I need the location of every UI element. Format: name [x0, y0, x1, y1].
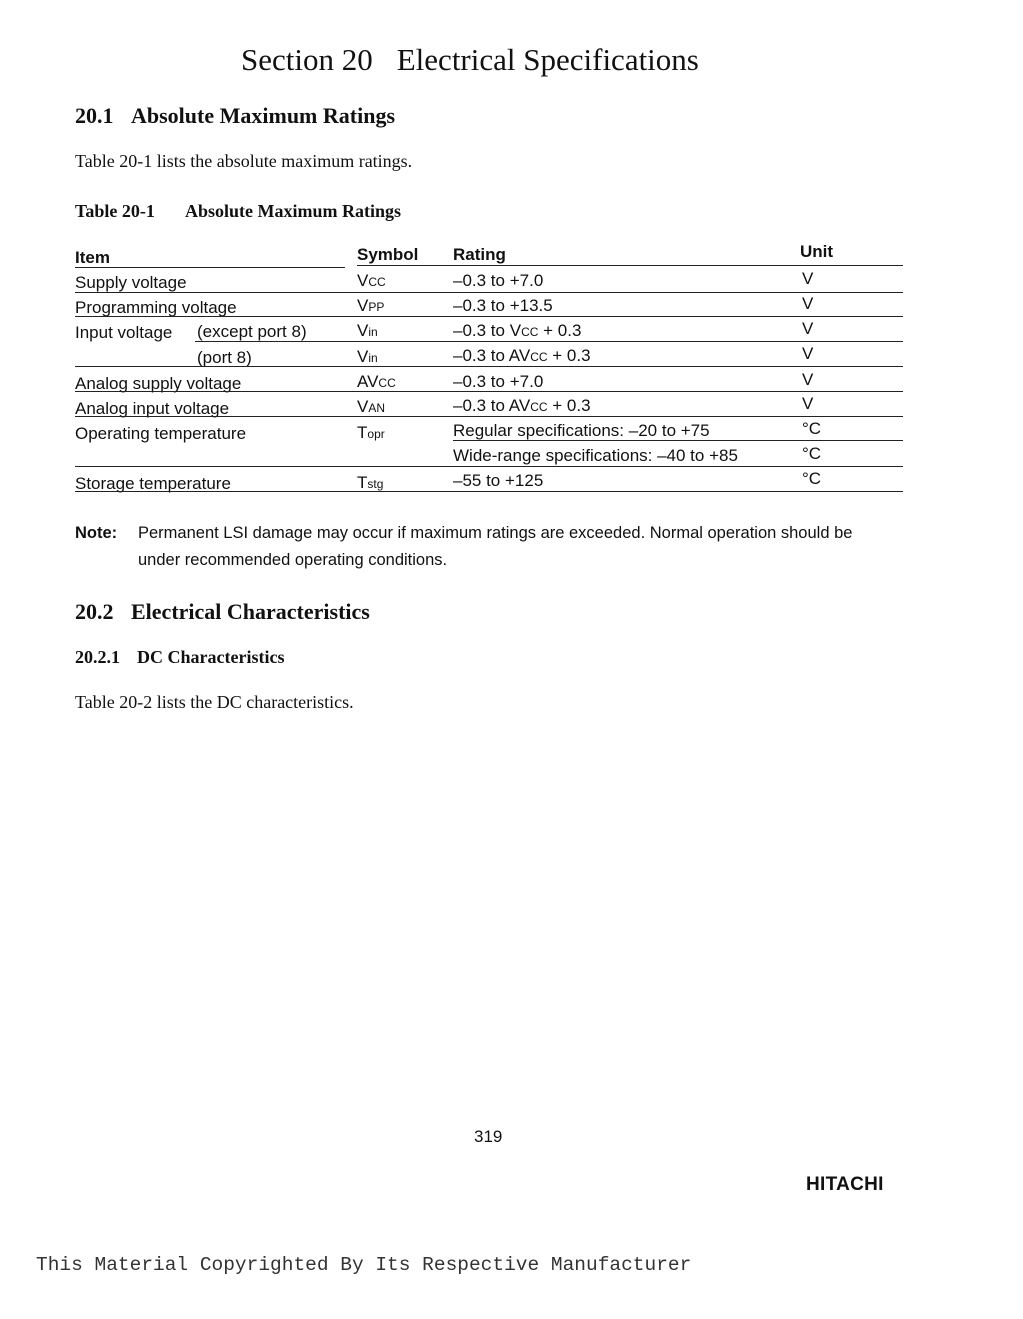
row-item: Analog supply voltage: [75, 374, 242, 393]
row-symbol: VCC: [357, 271, 386, 290]
row-unit: V: [802, 294, 814, 313]
row-unit: V: [802, 370, 814, 389]
row-symbol: VPP: [357, 296, 385, 315]
row-symbol: Tstg: [357, 473, 384, 492]
row-item: Programming voltage: [75, 298, 237, 317]
header-rule: [75, 267, 345, 268]
row-rating: –0.3 to +7.0: [453, 372, 544, 391]
row-unit: °C: [802, 469, 822, 488]
row-unit: V: [802, 394, 814, 413]
intro-20-2-1: Table 20-2 lists the DC characteristics.: [75, 692, 354, 712]
heading-number: 20.2: [75, 599, 114, 624]
heading-text: Electrical Characteristics: [131, 599, 370, 624]
row-rule: [75, 292, 903, 293]
row-rule: [75, 466, 903, 467]
row-symbol: Vin: [357, 321, 378, 340]
row-rule: [75, 316, 903, 317]
row-rating: Wide-range specifications: –40 to +85: [453, 446, 738, 465]
section-number: Section 20: [241, 42, 373, 77]
heading-20-2: [75, 599, 370, 625]
heading-text: Absolute Maximum Ratings: [131, 103, 396, 128]
note: [75, 520, 898, 574]
row-item: Supply voltage: [75, 273, 187, 292]
row-rule: [75, 391, 903, 392]
heading-20-2-1: [75, 647, 284, 668]
table-bottom-rule: [75, 491, 903, 492]
heading-number: 20.1: [75, 103, 114, 128]
row-rating: –0.3 to +13.5: [453, 296, 553, 315]
row-rule: [75, 416, 903, 417]
row-item: Storage temperature: [75, 474, 231, 493]
row-unit: V: [802, 269, 814, 288]
section-title: [241, 42, 699, 78]
row-unit: V: [802, 319, 814, 338]
header-rating: Rating: [453, 245, 506, 264]
heading-text: DC Characteristics: [137, 647, 285, 667]
header-rule: [357, 265, 903, 266]
table-caption-number: Table 20-1: [75, 201, 155, 221]
row-rating: –0.3 to AVCC + 0.3: [453, 396, 591, 415]
row-unit: °C: [802, 444, 822, 463]
section-title-text: Electrical Specifications: [396, 42, 699, 77]
row-rule: [453, 440, 903, 441]
row-item: Operating temperature: [75, 424, 247, 443]
row-symbol: VAN: [357, 397, 386, 416]
table-caption: [75, 201, 401, 222]
row-symbol: Vin: [357, 347, 378, 366]
note-text: Permanent LSI damage may occur if maximum ratings are exceeded. Normal operation should be under recommended operating conditions.: [138, 524, 853, 569]
brand-logo: HITACHI: [806, 1174, 884, 1195]
row-rating: –0.3 to AVCC + 0.3: [453, 346, 591, 365]
intro-20-1: Table 20-1 lists the absolute maximum ratings.: [75, 151, 413, 171]
row-unit: V: [802, 344, 814, 363]
row-rating: –0.3 to +7.0: [453, 271, 544, 290]
absolute-max-ratings-table: [75, 242, 903, 494]
page-number: 319: [474, 1127, 503, 1146]
header-symbol: Symbol: [357, 245, 419, 264]
copyright-notice: This Material Copyrighted By Its Respective Manufacturer: [36, 1254, 692, 1276]
note-label: Note:: [75, 524, 118, 542]
table-caption-title: Absolute Maximum Ratings: [185, 201, 402, 221]
row-rating: Regular specifications: –20 to +75: [453, 421, 710, 440]
row-item: Input voltage: [75, 323, 173, 342]
row-rule: [195, 341, 903, 342]
row-symbol: Topr: [357, 423, 385, 442]
heading-20-1: [75, 103, 395, 129]
heading-number: 20.2.1: [75, 647, 120, 667]
row-unit: °C: [802, 419, 822, 438]
row-rating: –0.3 to VCC + 0.3: [453, 321, 582, 340]
row-item-qualifier: (except port 8): [197, 322, 307, 341]
row-symbol: AVCC: [357, 372, 396, 391]
header-unit: Unit: [800, 242, 834, 261]
row-rating: –55 to +125: [453, 471, 544, 490]
row-item: Analog input voltage: [75, 399, 230, 418]
row-item-qualifier: (port 8): [197, 348, 252, 367]
header-item: Item: [75, 248, 110, 267]
row-rule: [75, 366, 903, 367]
